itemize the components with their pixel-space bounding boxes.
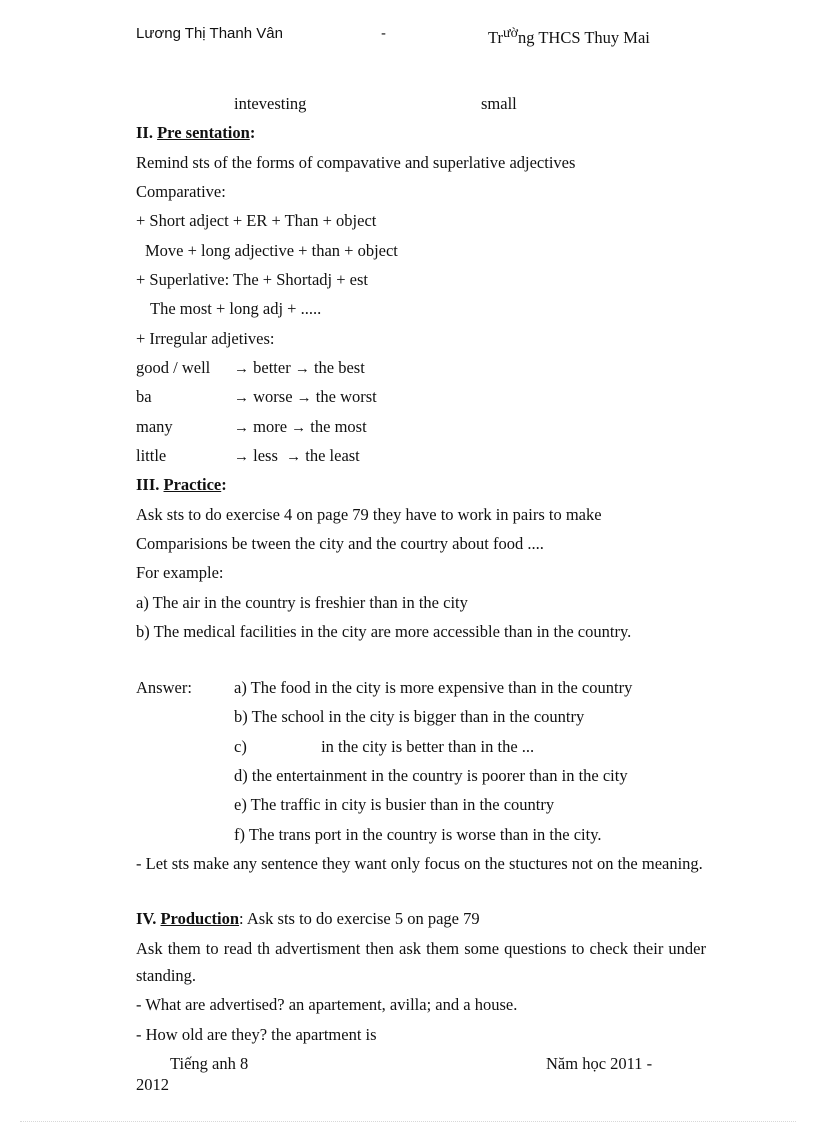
presentation-line: + Irregular adjetives: <box>136 329 275 348</box>
example-b: b) The medical facilities in the city are more accessible than in the country. <box>136 622 632 641</box>
practice-note: - Let sts make any sentence they want only focus on the stuctures not on the meaning. <box>136 854 703 873</box>
practice-line: Comparisions be tween the city and the courtry about food .... <box>136 534 544 553</box>
production-question: - How old are they? the apartment is <box>136 1025 377 1044</box>
irregular-forms <box>234 387 377 408</box>
arrow-icon: → <box>234 420 249 436</box>
presentation-line: The most + long adj + ..... <box>150 299 322 318</box>
irregular-superlative: the best <box>313 358 365 377</box>
irregular-comparative: better <box>253 358 291 377</box>
production-instruction: : Ask sts to do exercise 5 on page 79 <box>239 909 480 928</box>
presentation-line: Remind sts of the forms of compavative and superlative adjectives <box>136 153 576 172</box>
footer-year-label: Năm học 2011 - <box>546 1054 653 1073</box>
irregular-forms <box>234 417 367 438</box>
section-heading-production <box>136 909 480 929</box>
arrow-icon: → <box>294 361 310 377</box>
section-title: Pre sentation <box>157 123 250 142</box>
header-school-part-b: ng THCS Thuy Mai <box>518 28 650 47</box>
arrow-icon: → <box>234 361 249 377</box>
example-a: a) The air in the country is freshier than in the city <box>136 593 468 612</box>
irregular-forms <box>234 358 365 379</box>
presentation-line: + Superlative: The + Shortadj + est <box>136 270 368 289</box>
irregular-word: many <box>136 417 173 436</box>
top-word-left: intevesting <box>234 94 307 113</box>
answer-item: e) The traffic in city is busier than in the country <box>234 795 555 814</box>
header-school-part-a: Tr <box>488 28 503 47</box>
irregular-superlative: the most <box>310 417 367 436</box>
production-paragraph: Ask them to read th advertisment then ask them some questions to check their under standing. <box>136 939 706 985</box>
irregular-comparative: more <box>253 417 288 436</box>
section-heading-presentation <box>136 123 255 143</box>
answer-item: b) The school in the city is bigger than in the country <box>234 707 585 726</box>
irregular-forms <box>234 446 360 467</box>
section-title: Practice <box>163 475 222 494</box>
irregular-comparative: less <box>253 446 278 465</box>
arrow-icon: → <box>291 420 307 436</box>
irregular-comparative: worse <box>253 387 293 406</box>
production-question: - What are advertised? an apartement, avilla; and a house. <box>136 995 518 1014</box>
top-word-right: small <box>481 94 517 113</box>
section-colon: : <box>249 123 256 142</box>
header-school-superscript: ườ <box>503 26 518 41</box>
answer-item: c) in the city is better than in the ... <box>234 737 535 756</box>
example-label: For example: <box>136 563 224 582</box>
irregular-superlative: the worst <box>315 387 377 406</box>
section-colon: : <box>221 475 227 494</box>
practice-line: Ask sts to do exercise 4 on page 79 they have to work in pairs to make <box>136 505 602 524</box>
section-number: II. <box>136 123 153 142</box>
presentation-line: Comparative: <box>136 182 226 201</box>
answer-item: d) the entertainment in the country is poorer than in the city <box>234 766 628 785</box>
answer-item: a) The food in the city is more expensive than in the country <box>234 678 633 697</box>
section-number: IV. <box>136 909 157 928</box>
section-heading-practice <box>136 475 227 495</box>
irregular-superlative: the least <box>305 446 360 465</box>
arrow-icon: → <box>286 449 302 465</box>
arrow-icon: → <box>234 390 249 406</box>
footer-subject: Tiếng anh 8 <box>170 1054 249 1073</box>
header-dash: - <box>381 25 386 42</box>
header-school <box>488 28 650 50</box>
header-author: Lương Thị Thanh Vân <box>136 25 283 42</box>
irregular-word: good / well <box>136 358 211 377</box>
arrow-icon: → <box>296 390 312 406</box>
irregular-word: ba <box>136 387 152 406</box>
answer-item: f) The trans port in the country is worse than in the city. <box>234 825 602 844</box>
section-title: Production <box>160 909 240 928</box>
section-number: III. <box>136 475 160 494</box>
footer-year-end: 2012 <box>136 1075 169 1094</box>
arrow-icon: → <box>234 449 249 465</box>
answer-label: Answer: <box>136 678 192 697</box>
presentation-line: Move + long adjective + than + object <box>145 241 398 260</box>
presentation-line: + Short adject + ER + Than + object <box>136 211 377 230</box>
irregular-word: little <box>136 446 167 465</box>
page-bottom-divider <box>20 1121 796 1122</box>
